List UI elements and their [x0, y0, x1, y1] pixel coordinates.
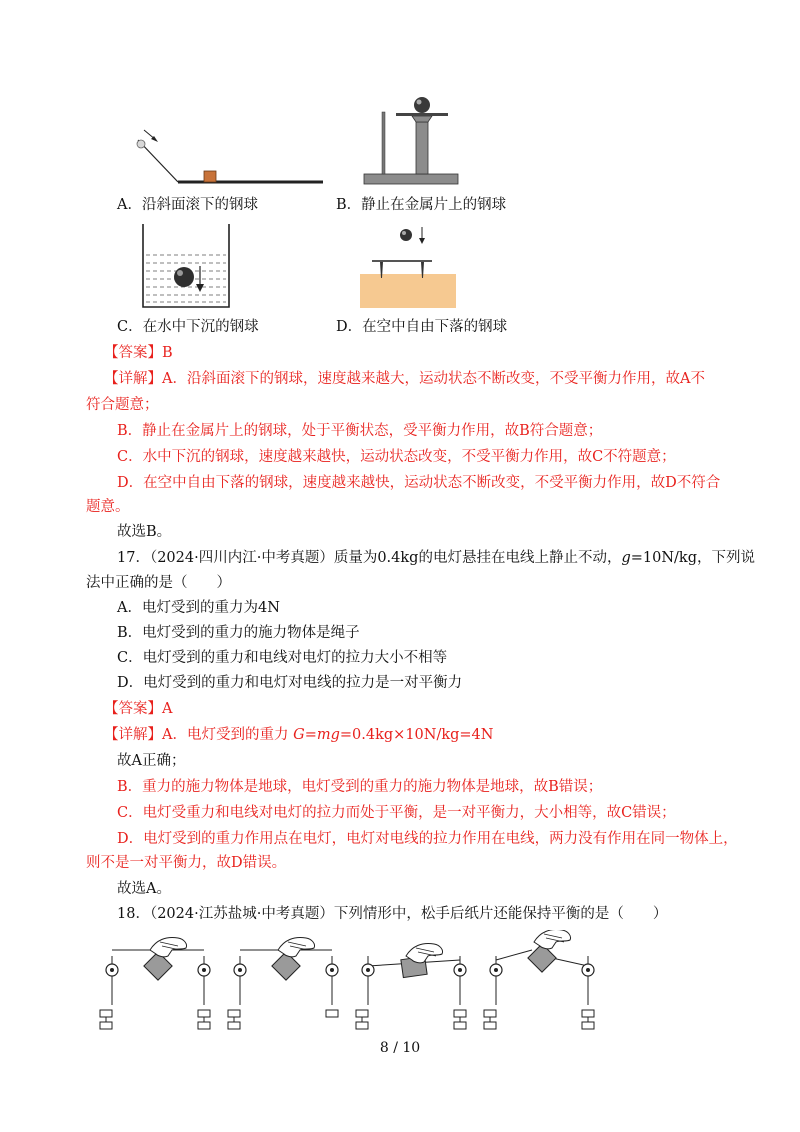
q18-stem: 18．（2024·江苏盐城·中考真题）下列情形中，松手后纸片还能保持平衡的是（ ）: [117, 906, 668, 922]
option-b: B．静止在金属片上的钢球: [336, 197, 507, 213]
figure-ball-sinking-in-water: [140, 222, 232, 310]
page-number: 8 / 10: [379, 1040, 421, 1056]
q17-explain-line: D．电灯受到的重力作用点在电灯，电灯对电线的拉力作用在电线，两力没有作用在同一物体上，: [117, 831, 738, 847]
answer-value: B: [162, 345, 173, 361]
q17-explain-line: 故A正确；: [117, 753, 186, 769]
q17-option: D．电灯受到的重力和电灯对电线的拉力是一对平衡力: [117, 675, 463, 691]
q16-explain-line: B．静止在金属片上的钢球，处于平衡状态，受平衡力作用，故B符合题意；: [117, 423, 603, 439]
q16-answer: [104, 343, 173, 363]
q16-explain-line: D．在空中自由下落的钢球，速度越来越快，运动状态不断改变，不受平衡力作用，故D不符合: [117, 475, 721, 491]
q17-explain-line: B．重力的施力物体是地球，电灯受到的重力的施力物体是地球，故B错误；: [117, 779, 603, 795]
answer-label: 【答案】: [104, 701, 162, 717]
option-d: D．在空中自由下落的钢球: [336, 319, 508, 335]
option-a: A．沿斜面滚下的钢球: [117, 197, 258, 213]
q17-explain-line: C．电灯受重力和电线对电灯的拉力而处于平衡，是一对平衡力，大小相等，故C错误；: [117, 805, 676, 821]
q17-stem: 17．（2024·四川内江·中考真题）质量为0.4kg的电灯悬挂在电线上静止不动，g=10N/kg，下列说: [117, 550, 755, 566]
q17-explain-line: 则不是一对平衡力，故D错误。: [86, 855, 287, 871]
answer-label: 【答案】: [104, 345, 162, 361]
q17-answer: [104, 699, 172, 719]
option-c: C．在水中下沉的钢球: [117, 319, 259, 335]
q16-explain-line: C．水中下沉的钢球，速度越来越快，运动状态改变，不受平衡力作用，故C不符题意；: [117, 449, 676, 465]
figure-ball-on-metal-plate: [362, 94, 462, 188]
figure-q18-pulley-setups: [92, 930, 612, 1030]
q16-explain-line: 【详解】A．沿斜面滚下的钢球，速度越来越大，运动状态不断改变，不受平衡力作用，故A不: [104, 371, 705, 387]
q16-explain-line: 符合题意；: [86, 397, 159, 413]
q17-option: B．电灯受到的重力的施力物体是绳子: [117, 625, 360, 641]
q17-option: A．电灯受到的重力为4N: [117, 600, 280, 616]
q16-explain-line: 题意。: [86, 499, 130, 515]
q17-conclusion: 故选A。: [117, 881, 171, 897]
q16-conclusion: 故选B。: [117, 524, 172, 540]
q17-option: C．电灯受到的重力和电线对电灯的拉力大小不相等: [117, 650, 448, 666]
q17-stem: 法中正确的是（ ）: [86, 575, 231, 591]
answer-value: A: [162, 701, 173, 717]
figure-ball-falling-in-air: [358, 222, 458, 310]
figure-incline-ball: [118, 122, 328, 190]
q17-explain-line: 【详解】A．电灯受到的重力 G=mg=0.4kg×10N/kg=4N: [104, 727, 494, 743]
